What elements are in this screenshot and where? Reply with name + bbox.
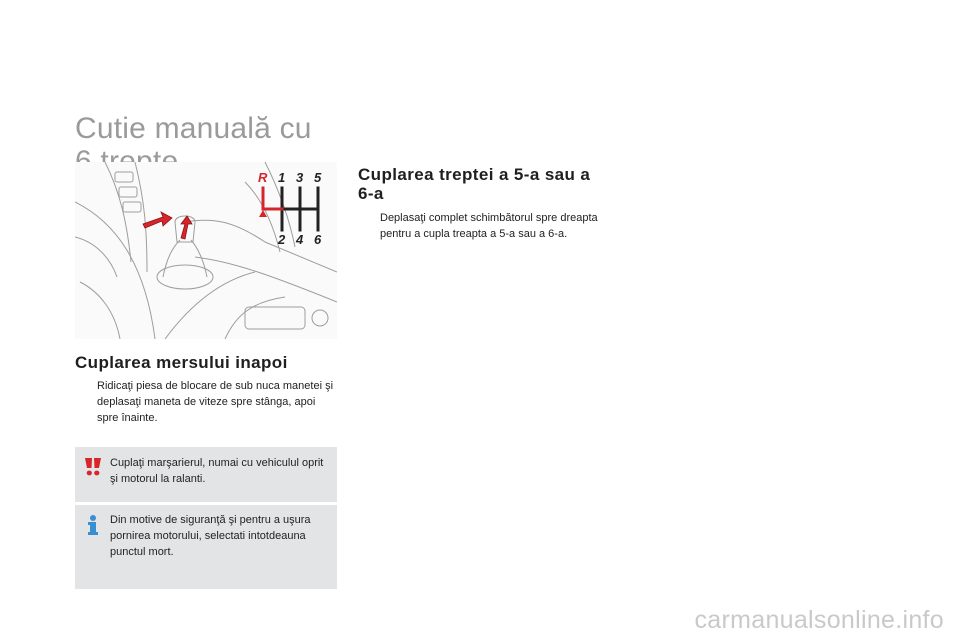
gear-shift-drawing <box>75 162 337 339</box>
warning-icon <box>83 456 103 483</box>
gear-label-6: 6 <box>314 232 322 247</box>
gear-label-reverse: R <box>258 170 268 185</box>
info-note-text: Din motive de siguranţă şi pentru a uşura pornirea motorului, selectati intotdeauna punctul mort. <box>110 514 311 558</box>
gear-label-5: 5 <box>314 170 322 185</box>
gear-label-1: 1 <box>278 170 286 185</box>
gear-shift-illustration <box>75 162 337 339</box>
info-note <box>75 505 337 589</box>
gear56-heading: Cuplarea treptei a 5-a sau a 6-a <box>358 165 591 203</box>
reverse-heading: Cuplarea mersului inapoi <box>75 353 288 372</box>
info-icon <box>83 514 103 541</box>
reverse-gate-path <box>263 188 282 209</box>
gear56-bullet-text: Deplasaţi complet schimbătorul spre dreapta pentru a cupla treapta a 5-a sau a 6-a. <box>380 212 598 240</box>
gear56-bullet <box>358 210 608 242</box>
warning-note <box>75 447 337 502</box>
reverse-bullet-text: Ridicaţi piesa de blocare de sub nuca manetei şi deplasaţi maneta de viteze spre stânga, apoi spre înainte. <box>97 380 334 424</box>
gear-label-2: 2 <box>278 232 286 247</box>
gear-label-4: 4 <box>296 232 304 247</box>
page-title-line-1: Cutie manuală cu <box>75 112 312 146</box>
warning-note-text: Cuplaţi marşarierul, numai cu vehiculul oprit şi motorul la ralanti. <box>110 457 324 485</box>
gear-label-3: 3 <box>296 170 304 185</box>
reverse-bullet <box>75 378 337 426</box>
gear-gate-pattern <box>282 188 318 230</box>
watermark-text: carmanualsonline.info <box>694 606 944 634</box>
